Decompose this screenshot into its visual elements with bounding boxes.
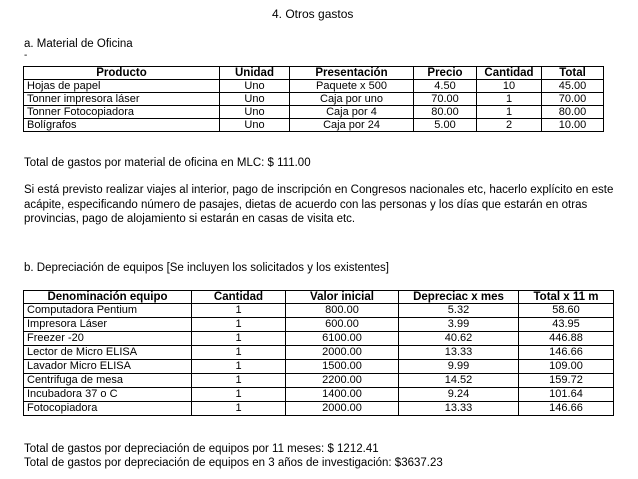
col-header-valor-inicial: Valor inicial	[286, 291, 399, 304]
cell-producto: Tonner Fotocopiadora	[24, 106, 220, 119]
cell-precio: 80.00	[414, 106, 477, 119]
cell-presentacion: Caja por 24	[290, 119, 414, 132]
cell-precio: 5.00	[414, 119, 477, 132]
col-header-depreciacion-mes: Depreciac x mes	[399, 291, 519, 304]
cell-cantidad: 1	[192, 374, 286, 388]
cell-unidad: Uno	[220, 93, 290, 106]
table-row	[24, 106, 604, 119]
table-row	[24, 332, 614, 346]
depreciation-subtitle: b. Depreciación de equipos [Se incluyen los solicitados y los existentes]	[24, 262, 390, 274]
table-row	[24, 119, 604, 132]
cell-presentacion: Caja por uno	[290, 93, 414, 106]
cell-unidad: Uno	[220, 80, 290, 93]
cell-total: 45.00	[542, 80, 604, 93]
cell-total-11m: 101.64	[519, 388, 614, 402]
cell-precio: 4.50	[414, 80, 477, 93]
table-row	[24, 388, 614, 402]
depreciation-total-11-months: Total de gastos por depreciación de equipos por 11 meses: $ 1212.41	[24, 443, 379, 455]
cell-cantidad: 1	[192, 360, 286, 374]
cell-cantidad: 1	[192, 304, 286, 318]
cell-denominacion: Freezer -20	[24, 332, 192, 346]
cell-valor-inicial: 800.00	[286, 304, 399, 318]
section-title: 4. Otros gastos	[272, 7, 354, 21]
material-total: Total de gastos por material de oficina en MLC: $ 111.00	[24, 157, 311, 169]
cell-cantidad: 10	[477, 80, 542, 93]
cell-cantidad: 1	[192, 332, 286, 346]
cell-precio: 70.00	[414, 93, 477, 106]
cell-denominacion: Centrifuga de mesa	[24, 374, 192, 388]
cell-cantidad: 1	[192, 388, 286, 402]
cell-denominacion: Fotocopiadora	[24, 402, 192, 416]
cell-valor-inicial: 600.00	[286, 318, 399, 332]
table-row	[24, 318, 614, 332]
cell-producto: Tonner impresora láser	[24, 93, 220, 106]
cell-total-11m: 58.60	[519, 304, 614, 318]
table-row	[24, 374, 614, 388]
col-header-total-11m: Total x 11 m	[519, 291, 614, 304]
cell-cantidad: 2	[477, 119, 542, 132]
col-header-producto: Producto	[24, 67, 220, 80]
cell-total-11m: 146.66	[519, 346, 614, 360]
cell-depreciacion-mes: 14.52	[399, 374, 519, 388]
table-row	[24, 360, 614, 374]
depreciation-total-3-years: Total de gastos por depreciación de equipos en 3 años de investigación: $3637.23	[24, 457, 443, 469]
cell-total: 70.00	[542, 93, 604, 106]
col-header-cantidad: Cantidad	[477, 67, 542, 80]
cell-valor-inicial: 2000.00	[286, 346, 399, 360]
cell-depreciacion-mes: 40.62	[399, 332, 519, 346]
cell-denominacion: Lavador Micro ELISA	[24, 360, 192, 374]
cell-total-11m: 159.72	[519, 374, 614, 388]
cell-unidad: Uno	[220, 119, 290, 132]
travel-note-paragraph: Si está previsto realizar viajes al interior, pago de inscripción en Congresos nacionales etc, hacerlo explícito en este acápite, especificando número de pasajes, dietas de acuerdo con las personas y los días que estarán en otras provincias, pago de alojamiento si estarán en casas de visita etc.	[24, 184, 614, 225]
cell-cantidad: 1	[192, 346, 286, 360]
cell-total-11m: 43.95	[519, 318, 614, 332]
cell-depreciacion-mes: 9.24	[399, 388, 519, 402]
cell-valor-inicial: 1400.00	[286, 388, 399, 402]
cell-valor-inicial: 1500.00	[286, 360, 399, 374]
cell-total: 80.00	[542, 106, 604, 119]
cell-presentacion: Caja por 4	[290, 106, 414, 119]
cell-cantidad: 1	[477, 93, 542, 106]
material-subtitle: a. Material de Oficina	[24, 38, 133, 50]
cell-producto: Hojas de papel	[24, 80, 220, 93]
cell-denominacion: Incubadora 37 o C	[24, 388, 192, 402]
cell-producto: Bolígrafos	[24, 119, 220, 132]
table-header-row	[24, 291, 614, 304]
table-row	[24, 304, 614, 318]
cell-valor-inicial: 2200.00	[286, 374, 399, 388]
col-header-unidad: Unidad	[220, 67, 290, 80]
cell-total-11m: 146.66	[519, 402, 614, 416]
table-row	[24, 346, 614, 360]
cell-total-11m: 109.00	[519, 360, 614, 374]
cell-denominacion: Impresora Láser	[24, 318, 192, 332]
cell-depreciacion-mes: 3.99	[399, 318, 519, 332]
cell-depreciacion-mes: 13.33	[399, 346, 519, 360]
col-header-cantidad: Cantidad	[192, 291, 286, 304]
stray-dash: -	[24, 50, 28, 61]
cell-unidad: Uno	[220, 106, 290, 119]
col-header-presentacion: Presentación	[290, 67, 414, 80]
office-material-table	[23, 66, 604, 132]
cell-cantidad: 1	[477, 106, 542, 119]
cell-total-11m: 446.88	[519, 332, 614, 346]
cell-cantidad: 1	[192, 318, 286, 332]
table-row	[24, 402, 614, 416]
cell-cantidad: 1	[192, 402, 286, 416]
col-header-denominacion: Denominación equipo	[24, 291, 192, 304]
cell-total: 10.00	[542, 119, 604, 132]
cell-presentacion: Paquete x 500	[290, 80, 414, 93]
cell-depreciacion-mes: 13.33	[399, 402, 519, 416]
cell-depreciacion-mes: 9.99	[399, 360, 519, 374]
cell-valor-inicial: 6100.00	[286, 332, 399, 346]
col-header-precio: Precio	[414, 67, 477, 80]
table-header-row	[24, 67, 604, 80]
cell-denominacion: Computadora Pentium	[24, 304, 192, 318]
cell-valor-inicial: 2000.00	[286, 402, 399, 416]
table-row	[24, 93, 604, 106]
col-header-total: Total	[542, 67, 604, 80]
depreciation-table	[23, 290, 614, 416]
table-row	[24, 80, 604, 93]
cell-depreciacion-mes: 5.32	[399, 304, 519, 318]
cell-denominacion: Lector de Micro ELISA	[24, 346, 192, 360]
